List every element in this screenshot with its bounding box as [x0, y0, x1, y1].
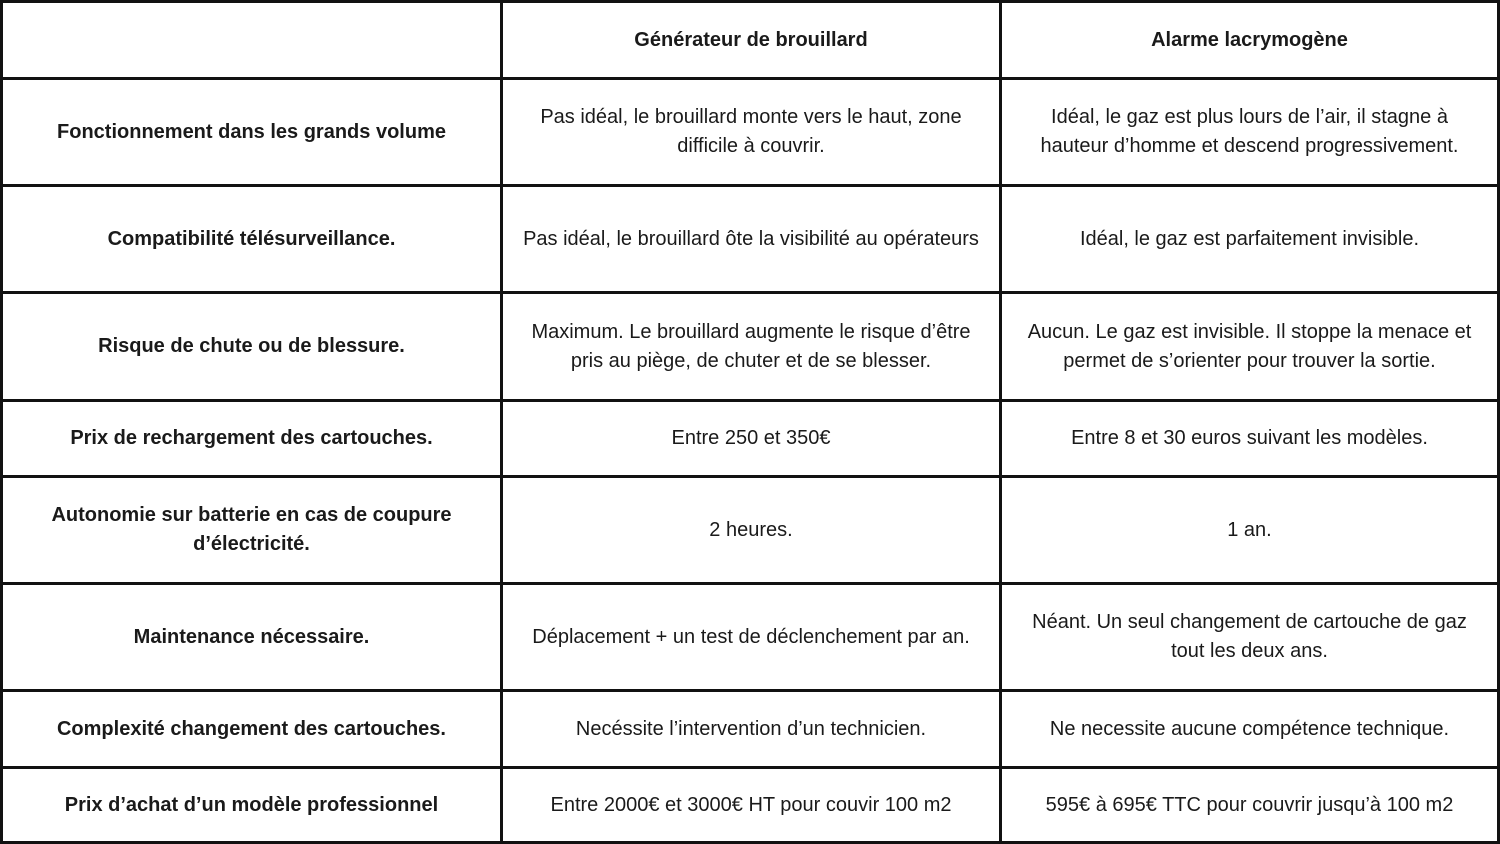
row-label: Fonctionnement dans les grands volume: [3, 80, 500, 184]
row-label: Autonomie sur batterie en cas de coupure d’électricité.: [3, 478, 500, 582]
tear-cell: Idéal, le gaz est plus lours de l’air, il stagne à hauteur d’homme et descend progressivement.: [1002, 80, 1497, 184]
row-label: Prix de rechargement des cartouches.: [3, 402, 500, 475]
tear-cell: Aucun. Le gaz est invisible. Il stoppe la menace et permet de s’orienter pour trouver la sortie.: [1002, 294, 1497, 399]
header-fog-generator: Générateur de brouillard: [503, 3, 999, 77]
fog-cell: Entre 250 et 350€: [503, 402, 999, 475]
tear-cell: Ne necessite aucune compétence technique.: [1002, 692, 1497, 766]
tear-cell: Néant. Un seul changement de cartouche de gaz tout les deux ans.: [1002, 585, 1497, 689]
tear-cell: 595€ à 695€ TTC pour couvrir jusqu’à 100 m2: [1002, 769, 1497, 841]
fog-cell: Déplacement + un test de déclenchement par an.: [503, 585, 999, 689]
header-empty-cell: [3, 3, 500, 77]
fog-cell: Entre 2000€ et 3000€ HT pour couvir 100 m2: [503, 769, 999, 841]
tear-cell: Entre 8 et 30 euros suivant les modèles.: [1002, 402, 1497, 475]
row-label: Prix d’achat d’un modèle professionnel: [3, 769, 500, 841]
row-label: Complexité changement des cartouches.: [3, 692, 500, 766]
fog-cell: Necéssite l’intervention d’un technicien.: [503, 692, 999, 766]
row-label: Compatibilité télésurveillance.: [3, 187, 500, 291]
tear-cell: Idéal, le gaz est parfaitement invisible.: [1002, 187, 1497, 291]
fog-cell: Maximum. Le brouillard augmente le risque d’être pris au piège, de chuter et de se blesser.: [503, 294, 999, 399]
fog-cell: Pas idéal, le brouillard monte vers le haut, zone difficile à couvrir.: [503, 80, 999, 184]
fog-cell: 2 heures.: [503, 478, 999, 582]
tear-cell: 1 an.: [1002, 478, 1497, 582]
header-tear-gas-alarm: Alarme lacrymogène: [1002, 3, 1497, 77]
fog-cell: Pas idéal, le brouillard ôte la visibilité au opérateurs: [503, 187, 999, 291]
row-label: Maintenance nécessaire.: [3, 585, 500, 689]
row-label: Risque de chute ou de blessure.: [3, 294, 500, 399]
